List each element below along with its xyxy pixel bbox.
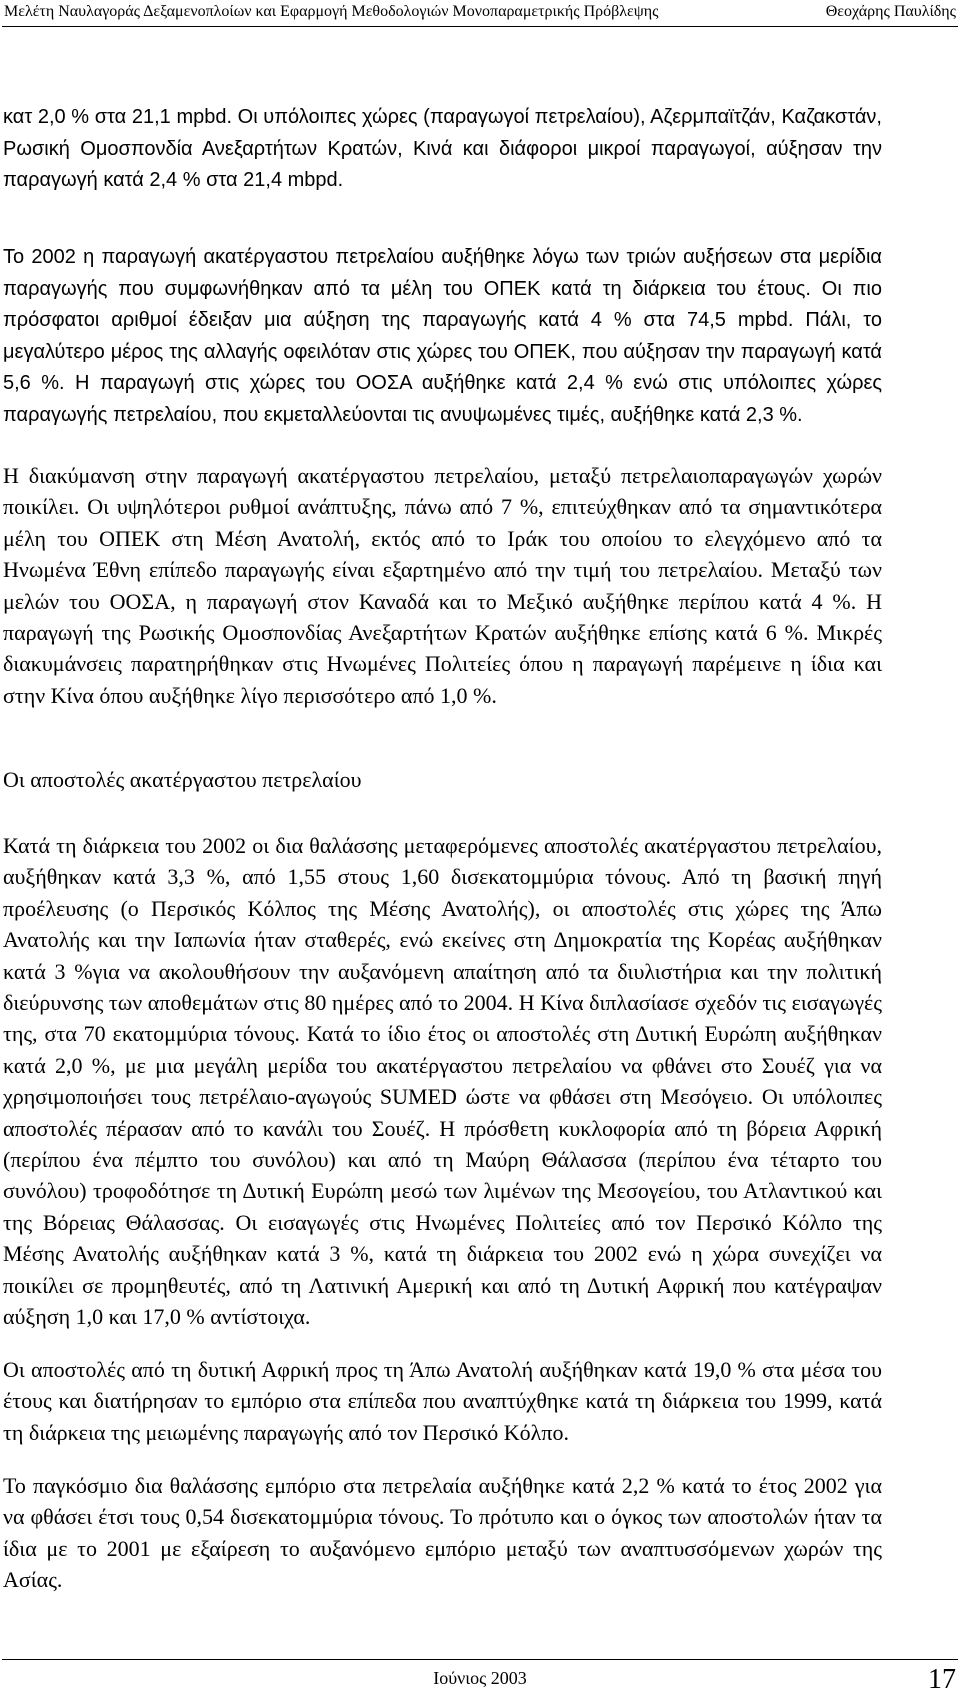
section-heading: Οι αποστολές ακατέργαστου πετρελαίου xyxy=(3,767,362,792)
paragraph-production-2002: Το 2002 η παραγωγή ακατέργαστου πετρελαίου αυξήθηκε λόγω των τριών αυξήσεων στα μερίδια παραγωγής που συμφωνήθηκαν από τα μέλη του ΟΠΕΚ κατά τη διάρκεια του έτους. Οι πιο πρόσφατοι αριθμοί έδειξαν μια αύξηση της παραγωγής κατά 4 % στα 74,5 mpbd. Πάλι, το μεγαλύτερο μέρος της αλλαγής οφειλόταν στις χώρες του ΟΠΕΚ, που αύξησαν την παραγωγή κατά 5,6 %. Η παραγωγή στις χώρες του ΟΟΣΑ αυξήθηκε κατά 2,4 % ενώ στις υπόλοιπες χώρες παραγωγής πετρελαίου, που εκμεταλλεύονται τις ανυψωμένες τιμές, αυξήθηκε κατά 2,3 %. xyxy=(3,246,882,426)
page-number: 17 xyxy=(928,1664,956,1695)
paragraph-production-other-countries: κατ 2,0 % στα 21,1 mpbd. Οι υπόλοιπες χώρες (παραγωγοί πετρελαίου), Αζερμπαϊτζάν, Καζακστάν, Ρωσική Ομοσπονδία Ανεξαρτήτων Κρατών, Κινά και διάφοροι μικροί παραγωγοί, αύξησαν την παραγωγή κατά 2,4 % στα 21,4 mbpd. xyxy=(3,106,882,191)
header-rule xyxy=(2,26,958,27)
footer-rule xyxy=(2,1659,958,1660)
header-author: Θεοχάρης Παυλίδης xyxy=(825,3,956,20)
paragraph-products-trade: Το παγκόσμιο δια θαλάσσης εμπόριο στα πετρελαία αυξήθηκε κατά 2,2 % κατά το έτος 2002 για να φθάσει έτσι τους 0,54 δισεκατομμύρια τόνους. Το πρότυπο και ο όγκος των αποστολών ήταν τα ίδια με το 2001 με εξαίρεση το αυξανόμενο εμπόριο μεταξύ των αναπτυσσόμενων χωρών της Ασίας. xyxy=(3,1473,882,1593)
running-header xyxy=(0,0,960,28)
paragraph-west-africa-shipments: Οι αποστολές από τη δυτική Αφρική προς τη Άπω Ανατολή αυξήθηκαν κατά 19,0 % στα μέσα του έτους και διατήρησαν το εμπόριο στα επίπεδα που αναπτύχθηκε κατά τη διάρκεια του 1999, κατά τη διάρκεια της μειωμένης παραγωγής από τον Περσικό Κόλπο. xyxy=(3,1357,882,1445)
paragraph-crude-shipments: Κατά τη διάρκεια του 2002 οι δια θαλάσσης μεταφερόμενες αποστολές ακατέργαστου πετρελαίου, αυξήθηκαν κατά 3,3 %, από 1,55 στους 1,60 δισεκατομμύρια τόνους. Από τη βασική πηγή προέλευσης (ο Περσικός Κόλπος της Μέσης Ανατολής), οι αποστολές στις χώρες της Άπω Ανατολής και την Ιαπωνία ήταν σταθερές, ενώ εκείνες στη Δημοκρατία της Κορέας αυξήθηκαν κατά 3 %για να ακολουθήσουν την αυξανόμενη απαίτηση από τα διυλιστήρια και την πολιτική διεύρυνσης των αποθεμάτων στις 80 ημέρες από το 2004. Η Κίνα διπλασίασε σχεδόν τις εισαγωγές της, στα 70 εκατομμύρια τόνους. Κατά το ίδιο έτος οι αποστολές στη Δυτική Ευρώπη αυξήθηκαν κατά 2,0 %, με μια μεγάλη μερίδα του ακατέργαστου πετρελαίου να φθάνει στο Σουέζ για να χρησιμοποιήσει τους πετρέλαιο-αγωγούς SUMED ώστε να φθάσει στη Μεσόγειο. Οι υπόλοιπες αποστολές πέρασαν από το κανάλι του Σουέζ. Η πρόσθετη κυκλοφορία από τη βόρεια Αφρική (περίπου ένα πέμπτο του συνόλου) και από τη Μαύρη Θάλασσα (περίπου ένα τέταρτο του συνόλου) τροφοδότησε τη Δυτική Ευρώπη μεσώ των λιμένων της Μεσογείου, του Ατλαντικού και της Βόρειας Θάλασσας. Οι εισαγωγές στις Ηνωμένες Πολιτείες από τον Περσικό Κόλπο της Μέσης Ανατολής αυξήθηκαν κατά 3 %, κατά τη διάρκεια του 2002 ενώ η χώρα συνεχίζει να ποικίλει σε προμηθευτές, από τη Λατινική Αμερική και από τη Δυτική Αφρική που κατέγραψαν αύξηση 1,0 και 17,0 % αντίστοιχα. xyxy=(3,833,882,1330)
header-title: Μελέτη Ναυλαγοράς Δεξαμενοπλοίων και Εφαρμογή Μεθοδολογιών Μονοπαραμετρικής Πρόβλεψης xyxy=(4,3,659,20)
footer-date: Ιούνιος 2003 xyxy=(433,1668,527,1688)
paragraph-production-variation: Η διακύμανση στην παραγωγή ακατέργαστου πετρελαίου, μεταξύ πετρελαιοπαραγωγών χωρών ποικίλει. Οι υψηλότεροι ρυθμοί ανάπτυξης, πάνω από 7 %, επιτεύχθηκαν από τα σημαντικότερα μέλη του ΟΠΕΚ στη Μέση Ανατολή, εκτός από το Ιράκ του οποίου το ελεγχόμενο από τα Ηνωμένα Έθνη επίπεδο παραγωγής είναι εξαρτημένο από την τιμή του πετρελαίου. Μεταξύ των μελών του ΟΟΣΑ, η παραγωγή στον Καναδά και το Μεξικό αυξήθηκε περίπου κατά 4 %. Η παραγωγή της Ρωσικής Ομοσπονδίας Ανεξαρτήτων Κρατών αυξήθηκε επίσης κατά 6 %. Μικρές διακυμάνσεις παρατηρήθηκαν στις Ηνωμένες Πολιτείες όπου η παραγωγή παρέμεινε η ίδια και στην Κίνα όπου αυξήθηκε λίγο περισσότερο από 1,0 %. xyxy=(3,463,882,708)
